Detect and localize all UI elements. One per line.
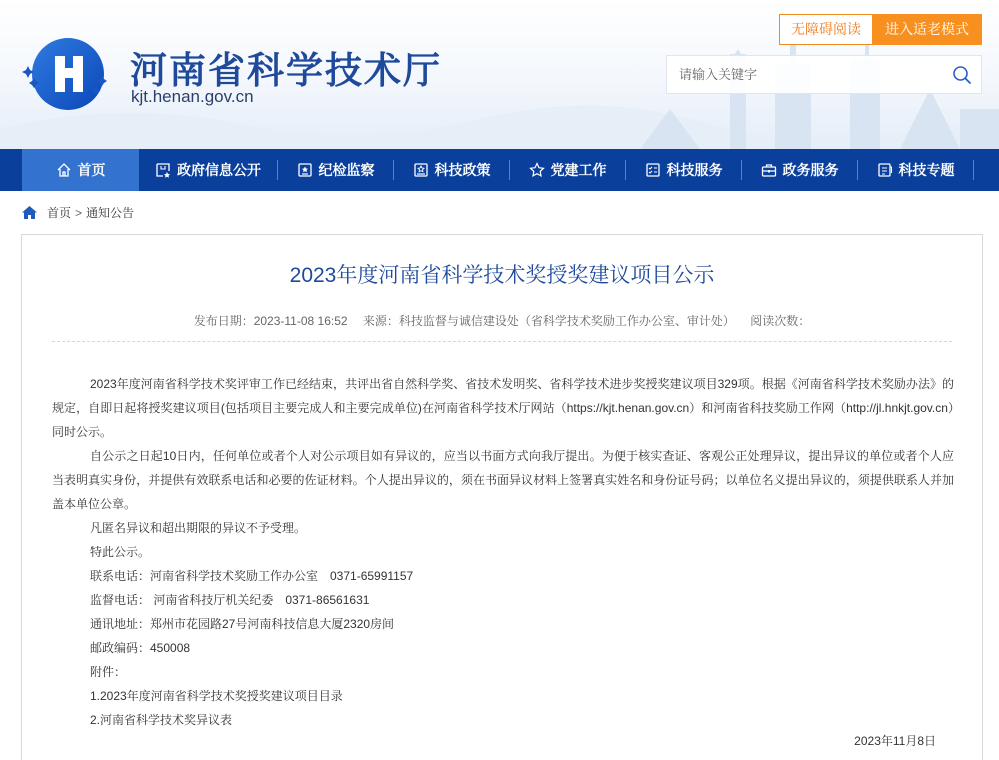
nav-item-label: 科技政策 — [434, 162, 491, 178]
home-icon — [56, 162, 72, 178]
nav-item-label: 纪检监察 — [318, 162, 375, 178]
nav-item-label: 政府信息公开 — [177, 162, 261, 178]
document-star-icon — [155, 162, 171, 178]
article-body — [52, 372, 954, 732]
search-box — [666, 55, 982, 94]
attachment-link[interactable]: 1.2023年度河南省科学技术奖授奖建议项目目录 — [90, 689, 343, 703]
paragraph: 2023年度河南省科学技术奖评审工作已经结束，共评出省自然科学奖、省技术发明奖、省科学技术进步奖授奖建议项目329项。根据《河南省科学技术奖励办法》的规定，自即日起将授奖建议项目(包括项目主要完成人和主要完成单位)在河南省科学技术厅网站（https://kjt.henan.gov.cn）和河南省科技奖励工作网（http://jl.hnkjt.gov.cn）同时公示。 — [52, 377, 954, 439]
nav-item-gov-info[interactable] — [139, 149, 277, 191]
notice-line: 特此公示。 — [90, 545, 151, 559]
accessible-reading-button[interactable]: 无障碍阅读 — [779, 14, 873, 45]
nav-item-label: 首页 — [77, 162, 106, 178]
site-domain: kjt.henan.gov.cn — [131, 87, 254, 106]
publish-date: 发布日期：2023-11-08 16:52 — [193, 314, 348, 328]
supervision-phone: 监督电话： 河南省科技厅机关纪委 0371-86561631 — [90, 593, 370, 607]
nav-divider — [973, 160, 974, 180]
site-title: 河南省科学技术厅 — [130, 50, 442, 91]
checklist-icon — [645, 162, 661, 178]
home-icon[interactable] — [22, 206, 37, 219]
breadcrumb-separator: > — [75, 205, 83, 220]
postal-code: 邮政编码：450008 — [90, 641, 191, 655]
nav-item-label: 科技服务 — [666, 162, 723, 178]
star-icon — [529, 162, 545, 178]
notice-line: 凡匿名异议和超出期限的异议不予受理。 — [90, 521, 307, 535]
site-logo — [20, 36, 112, 111]
briefcase-icon — [761, 162, 777, 178]
badge-icon — [297, 162, 313, 178]
site-header — [0, 0, 999, 149]
nav-item-gov-service[interactable] — [742, 149, 857, 191]
search-input[interactable] — [667, 56, 937, 93]
nav-item-discipline[interactable] — [278, 149, 393, 191]
main-nav — [0, 149, 999, 191]
nav-item-tech-topics[interactable] — [858, 149, 973, 191]
breadcrumb-current[interactable]: 通知公告 — [86, 206, 135, 220]
nav-item-label: 党建工作 — [550, 162, 607, 178]
search-icon[interactable] — [951, 64, 973, 86]
paragraph: 自公示之日起10日内，任何单位或者个人对公示项目如有异议的，应当以书面方式向我厅提出。为便于核实查证、客观公正处理异议，提出异议的单位或者个人应当表明真实身份，并提供有效联系电话和必要的佐证材料。个人提出异议的，须在书面异议材料上签署真实姓名和身份证号码；以单位名义提出异议的，须提供联系人并加盖本单位公章。 — [52, 449, 954, 511]
nav-item-tech-service[interactable] — [626, 149, 741, 191]
nav-item-label: 科技专题 — [898, 162, 955, 178]
article-container — [21, 234, 983, 760]
mailing-address: 通讯地址：郑州市花园路27号河南科技信息大厦2320房间 — [90, 617, 395, 631]
divider — [52, 341, 952, 342]
article-title: 2023年度河南省科学技术奖授奖建议项目公示 — [289, 264, 715, 287]
breadcrumb — [22, 204, 134, 221]
book-icon — [413, 162, 429, 178]
nav-item-policy[interactable] — [394, 149, 509, 191]
elder-mode-button[interactable]: 进入适老模式 — [872, 14, 982, 45]
attachments-label: 附件： — [90, 665, 127, 679]
nav-item-label: 政务服务 — [782, 162, 839, 178]
read-count: 阅读次数： — [750, 314, 811, 328]
nav-item-home[interactable] — [22, 149, 139, 191]
breadcrumb-home-link[interactable]: 首页 — [47, 206, 72, 220]
article-source: 来源：科技监督与诚信建设处（省科学技术奖励工作办公室、审计处） — [362, 314, 735, 328]
contact-phone: 联系电话：河南省科学技术奖励工作办公室 0371-65991157 — [90, 569, 414, 583]
nav-item-party-building[interactable] — [510, 149, 625, 191]
article-meta — [22, 312, 982, 329]
file-icon — [877, 162, 893, 178]
sign-date: 2023年11月8日 — [854, 734, 936, 748]
attachment-link[interactable]: 2.河南省科学技术奖异议表 — [90, 713, 233, 727]
